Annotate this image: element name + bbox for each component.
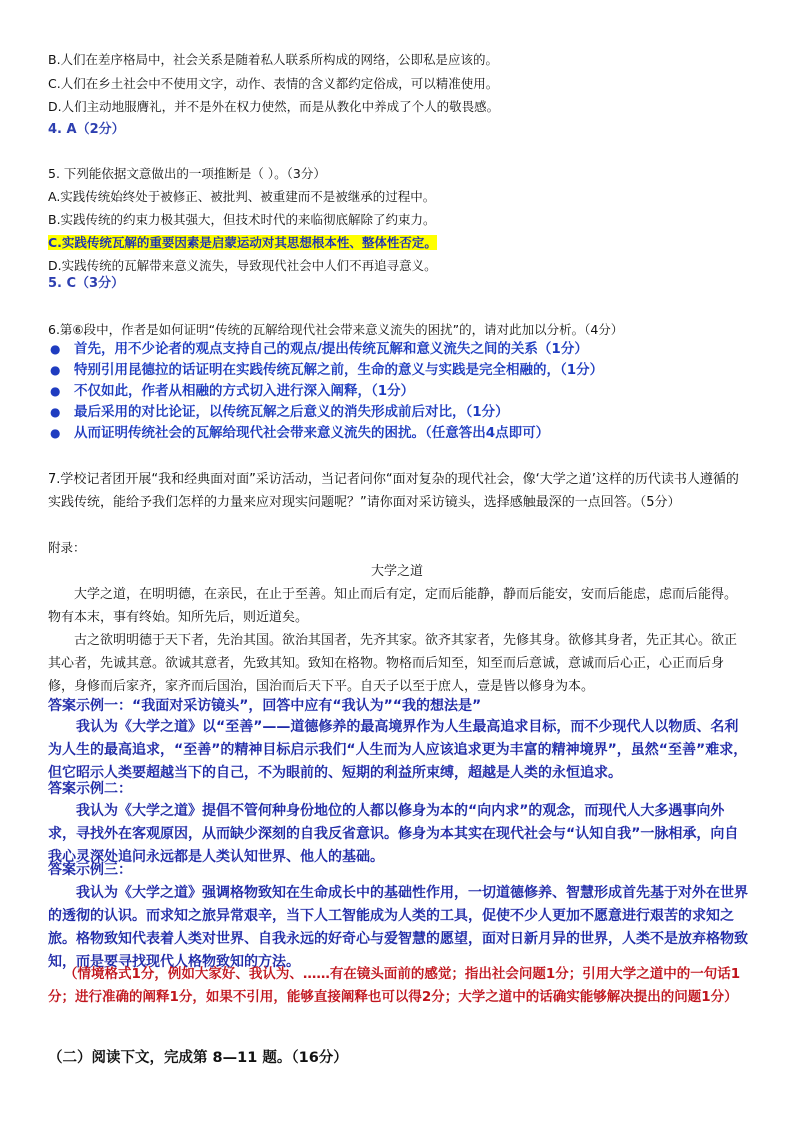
answer-example-3-body: 我认为《大学之道》强调格物致知在生命成长中的基础性作用，一切道德修养、智慧形成首先基于对外在世界的透彻的认识。而求知之旅异常艰辛，当下人工智能成为人类的工具，促使不少人更加不愿意进行艰苦的求知之旅。格物致知代表着人类对世界、自我永远的好奇心与爱智慧的愿望，面对日新月异的世界，人类不是放弃格物致知，而是要寻找现代人格物致知的方法。 <box>48 885 748 970</box>
answer-example-2-title: 答案示例二： <box>48 781 132 797</box>
q6-stem: 6.第⑥段中，作者是如何证明“传统的瓦解给现代社会带来意义流失的困扰”的，请对此加以分析。（4分） <box>48 322 624 337</box>
q5-option-c-highlighted <box>48 233 437 253</box>
q5-option-c-text: C.实践传统瓦解的重要因素是启蒙运动对其思想根本性、整体性否定。 <box>48 235 437 250</box>
q4-option-c: C.人们在乡土社会中不使用文字，动作、表情的含义都约定俗成，可以精准使用。 <box>48 76 499 91</box>
answer-example-1-body: 我认为《大学之道》以“至善”——道德修养的最高境界作为人生最高追求目标，而不少现代人以物质、名利为人生的最高追求，“至善”的精神目标启示我们“人生而为人应该追求更为丰富的精神境界”，虽然“至善”难求，但它昭示人类要超越当下的自己，不为眼前的、短期的利益所束缚，超越是人类的永恒追求。 <box>48 719 748 781</box>
q6-bullet-4 <box>50 402 509 423</box>
q6-bullet-text: 不仅如此，作者从相融的方式切入进行深入阐释，（1分） <box>74 383 415 399</box>
answer-example-3-title: 答案示例三： <box>48 862 132 878</box>
q7-passage-para-2: 古之欲明明德于天下者，先治其国。欲治其国者，先齐其家。欲齐其家者，先修其身。欲修其身者，先正其心。欲正其心者，先诚其意。欲诚其意者，先致其知。致知在格物。物格而后知至，知至而后意诚，意诚而后心正，心正而后身修，身修而后家齐，家齐而后国治，国治而后天下平。自天子以至于庶人，壹是皆以修身为本。 <box>48 633 738 694</box>
q6-bullet-text: 最后采用的对比论证，以传统瓦解之后意义的消失形成前后对比，（1分） <box>74 404 509 420</box>
q5-stem: 5. 下列能依据文意做出的一项推断是（ ）。（3分） <box>48 166 326 181</box>
q6-bullet-text: 首先，用不少论者的观点支持自己的观点/提出传统瓦解和意义流失之间的关系（1分） <box>74 341 588 357</box>
q6-bullet-text: 从而证明传统社会的瓦解给现代社会带来意义流失的困扰。（任意答出4点即可） <box>74 425 550 441</box>
q7-appendix-label: 附录： <box>48 540 86 555</box>
q4-option-d: D.人们主动地服膺礼，并不是外在权力使然，而是从教化中养成了个人的敬畏感。 <box>48 99 500 114</box>
q7-stem: 7.学校记者团开展“我和经典面对面”采访活动，当记者问你“面对复杂的现代社会，像‘大学之道’这样的历代读书人遵循的实践传统，能给予我们怎样的力量来应对现实问题呢？”请你面对采访镜头，选择感触最深的一点回答。（5分） <box>48 472 739 510</box>
q5-option-d: D.实践传统的瓦解带来意义流失，导致现代社会中人们不再追寻意义。 <box>48 258 437 273</box>
q7-passage-para-1: 大学之道，在明明德，在亲民，在止于至善。知止而后有定，定而后能静，静而后能安，安而后能虑，虑而后能得。物有本末，事有终始。知所先后，则近道矣。 <box>48 587 738 625</box>
q6-bullet-text: 特别引用昆德拉的话证明在实践传统瓦解之前，生命的意义与实践是完全相融的，（1分） <box>74 362 604 378</box>
section-2-heading: （二）阅读下文，完成第 8—11 题。（16分） <box>48 1050 348 1066</box>
answer-example-1-title: 答案示例一：“我面对采访镜头”，回答中应有“我认为”“我的想法是” <box>48 698 482 714</box>
q5-option-b: B.实践传统的约束力极其强大，但技术时代的来临彻底解除了约束力。 <box>48 212 436 227</box>
q6-bullet-3 <box>50 381 414 402</box>
q6-bullet-1 <box>50 339 588 360</box>
q5-answer: 5. C（3分） <box>48 276 125 291</box>
q7-scoring-rubric: （情境格式1分，例如大家好、我认为、……有在镜头面前的感觉；指出社会问题1分；引用大学之道中的一句话1分；进行准确的阐释1分，如果不引用，能够直接阐释也可以得2分；大学之道中的话确实能够解决提出的问题1分） <box>48 966 741 1005</box>
answer-example-2-body: 我认为《大学之道》提倡不管何种身份地位的人都以修身为本的“向内求”的观念，而现代人大多遇事向外求，寻找外在客观原因，从而缺少深刻的自我反省意识。修身为本其实在现代社会与“认知自我”一脉相承，向自我心灵深处追问永远都是人类认知世界、他人的基础。 <box>48 803 739 865</box>
bullet-dot-icon: ● <box>50 426 61 440</box>
bullet-dot-icon: ● <box>50 363 61 377</box>
bullet-dot-icon: ● <box>50 342 61 356</box>
q4-answer: 4. A（2分） <box>48 122 125 137</box>
q5-option-a: A.实践传统始终处于被修正、被批判、被重建而不是被继承的过程中。 <box>48 189 436 204</box>
q6-bullet-2 <box>50 360 603 381</box>
bullet-dot-icon: ● <box>50 405 61 419</box>
q7-text-title: 大学之道 <box>370 564 423 579</box>
q4-option-b: B.人们在差序格局中，社会关系是随着私人联系所构成的网络，公即私是应该的。 <box>48 52 499 67</box>
bullet-dot-icon: ● <box>50 384 61 398</box>
q6-bullet-5 <box>50 423 549 444</box>
